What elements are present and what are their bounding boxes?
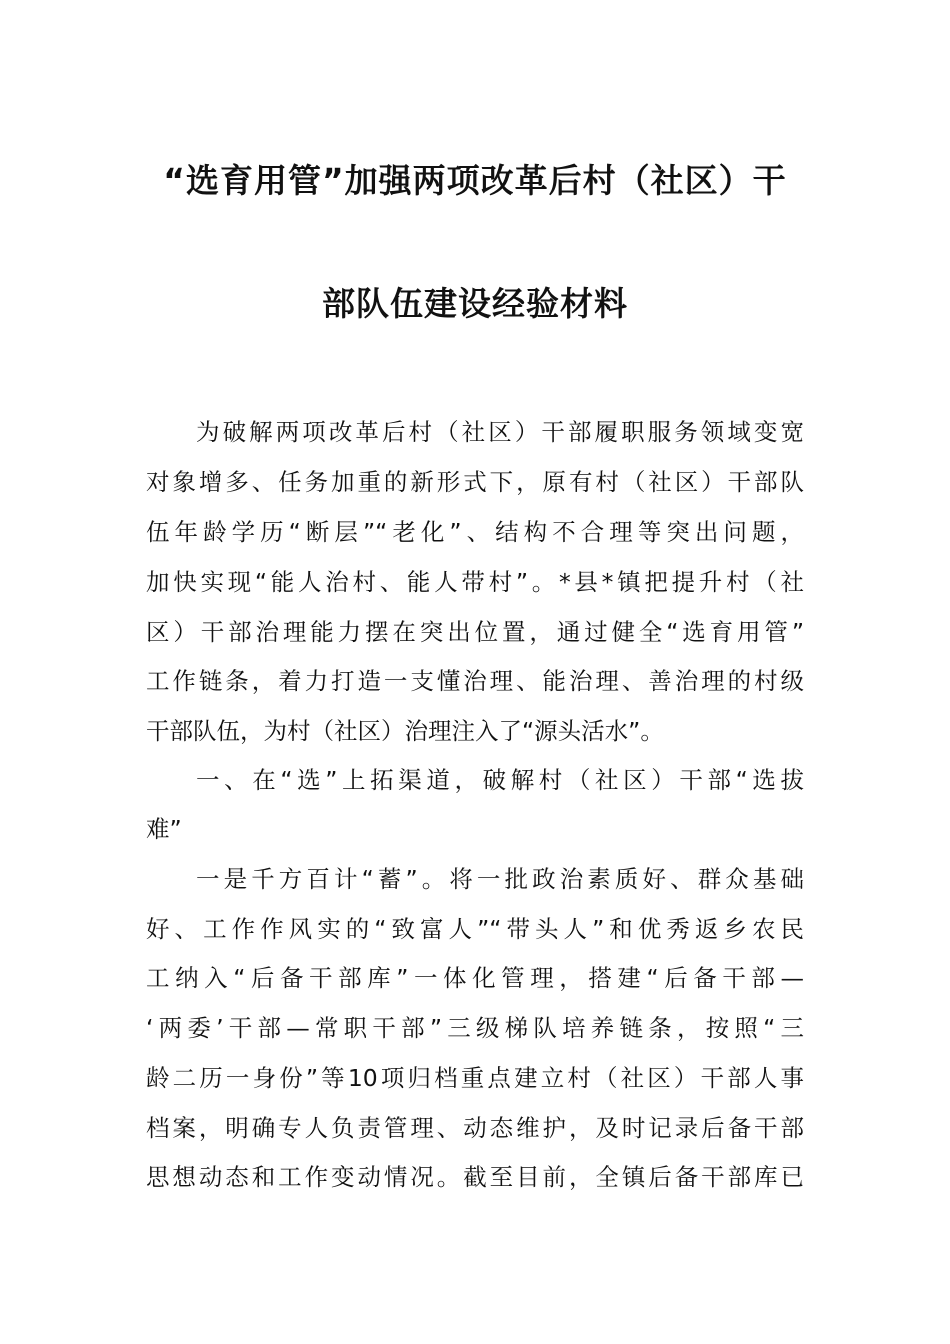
section-heading-1-line-1: 一、在“选”上拓渠道，破解村（社区）干部“选拔 — [196, 766, 804, 794]
paragraph-2-line-2: 好、工作作风实的“致富人”“带头人”和优秀返乡农民 — [146, 915, 804, 943]
paragraph-1-line-5: 区）干部治理能力摆在突出位置，通过健全“选育用管” — [146, 618, 804, 646]
paragraph-1-line-3: 伍年龄学历“断层”“老化”、结构不合理等突出问题， — [146, 518, 804, 546]
document-title-line-2: 部队伍建设经验材料 — [322, 284, 628, 323]
paragraph-1-line-6: 工作链条，着力打造一支懂治理、能治理、善治理的村级 — [146, 667, 804, 695]
paragraph-1-line-4: 加快实现“能人治村、能人带村”。*县*镇把提升村（社 — [146, 568, 804, 596]
paragraph-2-line-3: 工纳入“后备干部库”一体化管理，搭建“后备干部— — [146, 964, 804, 992]
paragraph-2-line-4: ‘两委’干部—常职干部”三级梯队培养链条，按照“三 — [146, 1014, 804, 1042]
paragraph-2-line-7: 思想动态和工作变动情况。截至目前，全镇后备干部库已 — [146, 1163, 804, 1191]
paragraph-1-line-7: 干部队伍，为村（社区）治理注入了“源头活水”。 — [146, 717, 664, 745]
section-heading-1-line-2: 难” — [146, 815, 182, 843]
paragraph-2-line-6: 档案，明确专人负责管理、动态维护，及时记录后备干部 — [146, 1114, 804, 1142]
paragraph-2-line-1: 一是千方百计“蓄”。将一批政治素质好、群众基础 — [196, 865, 804, 893]
document-title-line-1: “选育用管”加强两项改革后村（社区）干 — [163, 161, 787, 200]
paragraph-1-line-1: 为破解两项改革后村（社区）干部履职服务领域变宽 — [196, 418, 804, 446]
paragraph-1-line-2: 对象增多、任务加重的新形式下，原有村（社区）干部队 — [146, 468, 804, 496]
paragraph-2-line-5: 龄二历一身份”等10项归档重点建立村（社区）干部人事 — [146, 1064, 804, 1092]
